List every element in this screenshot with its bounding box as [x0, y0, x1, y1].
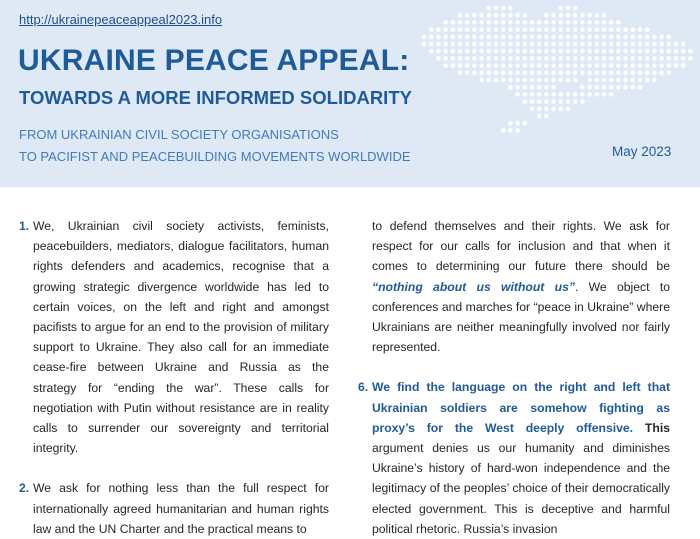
- item-text: . We object to conferences and marches for “peace in Ukraine” where Ukrainians are neither meaningfully involved nor fairly represented.: [372, 279, 670, 355]
- item-number: 1.: [19, 219, 30, 233]
- appeal-url-link[interactable]: http://ukrainepeaceappeal2023.info: [19, 12, 223, 27]
- item-text: argument denies us our humanity and diminishes Ukraine’s history of hard-won independence and the legitimacy of the peoples’ choice of their democratically elected government. This is deceptive and harmful political rhetoric. Russia’s invasion: [372, 441, 670, 536]
- header-banner: [0, 0, 700, 187]
- right-column: [358, 216, 670, 539]
- item-text: We ask for nothing less than the full respect for internationally agreed humanitarian and human rights law and the UN Charter and the practical means to: [33, 481, 329, 536]
- item-text-bold: This: [633, 420, 670, 435]
- list-item: [19, 216, 329, 458]
- from-line-2: TO PACIFIST AND PEACEBUILDING MOVEMENTS WORLDWIDE: [19, 149, 411, 164]
- item-number: 6.: [358, 380, 369, 395]
- from-line-1: FROM UKRAINIAN CIVIL SOCIETY ORGANISATIONS: [19, 127, 339, 142]
- ukraine-dot-map-icon: [418, 2, 698, 142]
- list-item: [358, 216, 670, 357]
- date-label: May 2023: [612, 144, 672, 159]
- item-bold-statement: We find the language on the right and left that Ukrainian soldiers are somehow fighting as proxy’s for the West deeply offensive.: [372, 380, 670, 435]
- item-number: 2.: [19, 481, 30, 496]
- item-text: to defend themselves and their rights. We ask for respect for our calls for inclusion and that when it comes to determining our future there should be: [372, 219, 670, 274]
- page-title: UKRAINE PEACE APPEAL:: [18, 44, 410, 77]
- from-line: [19, 124, 411, 168]
- list-item: [358, 377, 670, 539]
- item-emphasis: “nothing about us without us”: [372, 279, 575, 294]
- item-text: We, Ukrainian civil society activists, feminists, peacebuilders, mediators, dialogue facilitators, human rights defenders and academics, recognise that a growing strategic divergence worldwide has led to certain voices, on the left and right and amongst pacifists to argue for an end to the provision of military support to Ukraine. They also call for an immediate cease-fire between Ukraine and Russia as the strategy for “ending the war”. These calls for negotiation with Putin without resistance are in reality calls to surrender our sovereignty and territorial integrity.: [33, 219, 329, 456]
- page-subtitle: TOWARDS A MORE INFORMED SOLIDARITY: [19, 87, 412, 108]
- left-column: [19, 216, 329, 539]
- list-item: [19, 478, 329, 539]
